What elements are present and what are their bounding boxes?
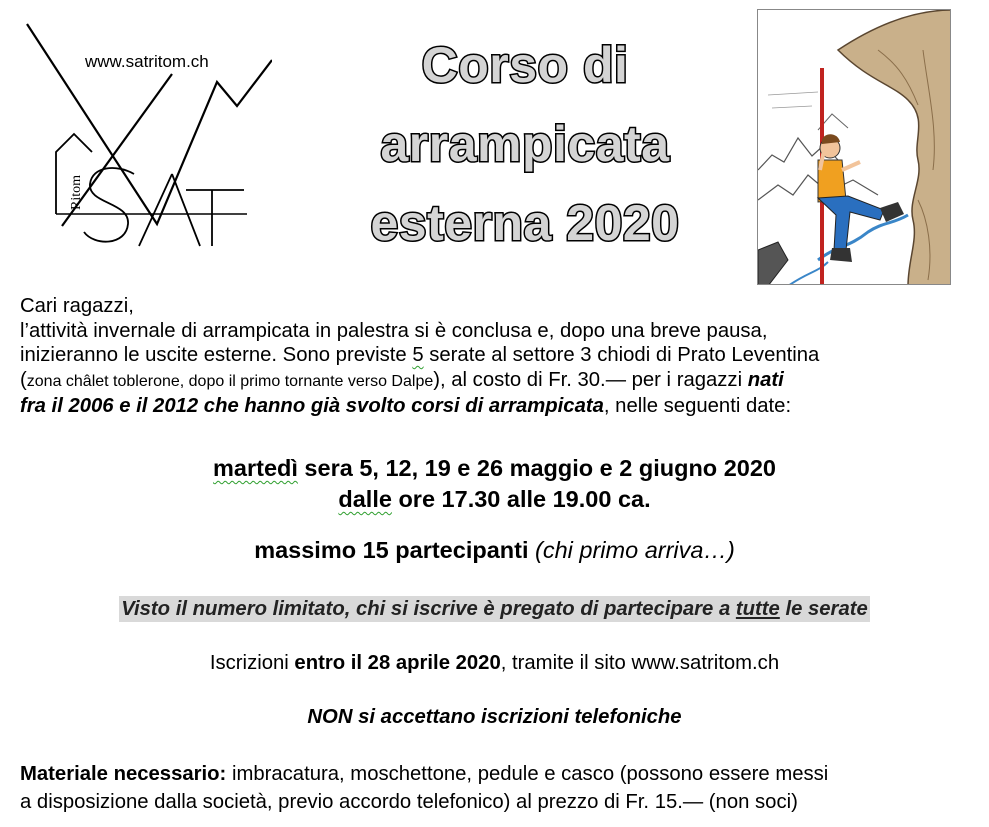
location-detail: zona châlet toblerone, dopo il primo tornante verso Dalpe [26, 372, 434, 390]
no-phone-registration: NON si accettano iscrizioni telefoniche [307, 706, 682, 728]
sat-ritom-logo [22, 14, 272, 254]
body-line-2: l’attività invernale di arrampicata in palestra si è conclusa e, dopo una breve pausa, [20, 319, 768, 342]
intro-paragraph [20, 294, 955, 419]
body-line-5: fra il 2006 e il 2012 che hanno già svolto corsi di arrampicata, nelle seguenti date: [20, 395, 792, 417]
dates-line-1: martedì sera 5, 12, 19 e 26 maggio e 2 giugno 2020 [213, 455, 776, 481]
registration-info: Iscrizioni entro il 28 aprile 2020, tramite il sito www.satritom.ch [209, 652, 780, 674]
body-line-4: (zona châlet toblerone, dopo il primo tornante verso Dalpe), al costo di Fr. 30.— per i ragazzi nati [20, 368, 784, 391]
attendance-notice [0, 594, 989, 624]
greeting: Cari ragazzi, [20, 295, 134, 317]
logo-url: www.satritom.ch [85, 52, 209, 71]
first-come-note: (chi primo arriva…) [528, 537, 735, 563]
material-line-2: a disposizione dalla società, previo accordo telefonico) al prezzo di Fr. 15.— (non soci) [20, 791, 798, 813]
max-participants [0, 535, 989, 566]
title-line-1: Corso di [421, 37, 629, 93]
climber-illustration [757, 9, 951, 285]
logo-ritom-text: Ritom [69, 174, 84, 210]
evenings-count: 5 [412, 344, 424, 366]
registration-deadline: entro il 28 aprile 2020 [294, 652, 501, 674]
material-label: Materiale necessario: [20, 763, 227, 785]
title-line-3: esterna 2020 [370, 195, 680, 251]
logo-graphic [22, 14, 272, 254]
body-line-3: inizieranno le uscite esterne. Sono previste 5 serate al settore 3 chiodi di Prato Leventina [20, 344, 820, 366]
required-material [20, 760, 955, 816]
attendance-highlight: Visto il numero limitato, chi si iscrive è pregato di partecipare a tutte le serate [121, 598, 868, 620]
title-line-2: arrampicata [380, 116, 670, 172]
climber-graphic [758, 10, 951, 285]
dates-line-2: dalle ore 17.30 alle 19.00 ca. [338, 486, 651, 512]
page-title [300, 26, 750, 263]
material-line-1: Materiale necessario: imbracatura, moschettone, pedule e casco (possono essere messi [20, 763, 829, 785]
eligibility: fra il 2006 e il 2012 che hanno già svolto corsi di arrampicata [20, 395, 604, 417]
max-participants-label: massimo 15 partecipanti [254, 537, 529, 563]
course-dates [0, 453, 989, 515]
